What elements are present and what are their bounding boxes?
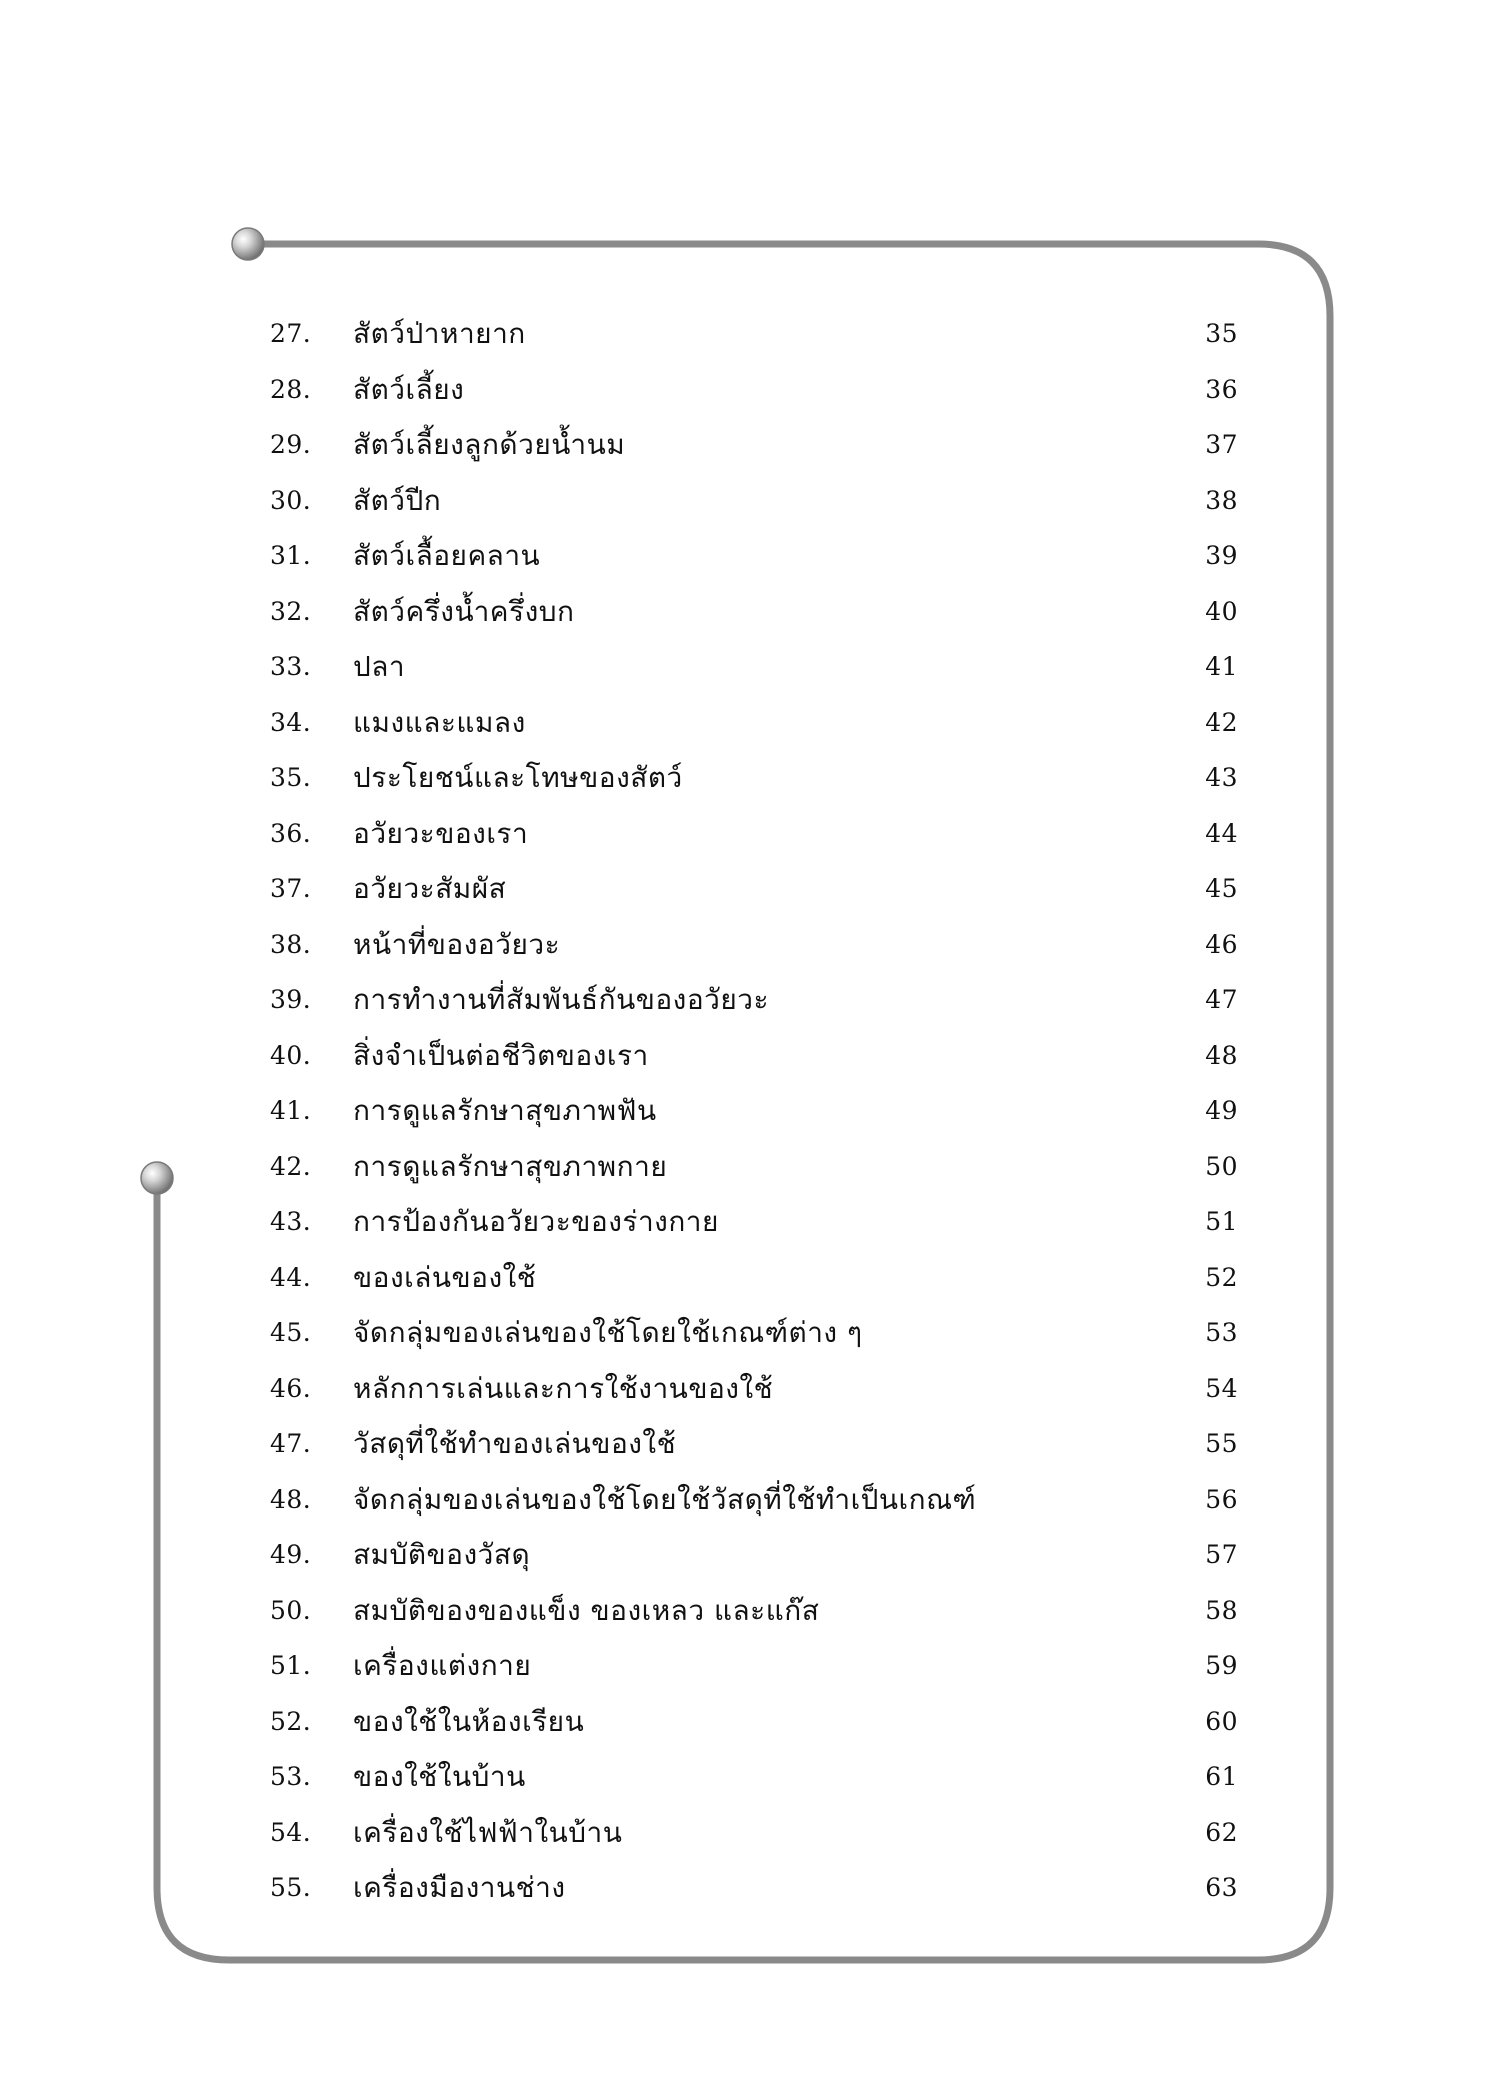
toc-entry	[270, 1749, 1238, 1805]
toc-entry-title: การทำงานที่สัมพันธ์กันของอวัยวะ	[353, 983, 770, 1016]
toc-entry-number: 48.	[270, 1484, 312, 1514]
toc-entry	[270, 306, 1238, 362]
toc-entry-page: 63	[1205, 1873, 1238, 1902]
toc-entry-page: 39	[1205, 541, 1238, 570]
toc-entry-title: ของเล่นของใช้	[353, 1260, 537, 1294]
toc-entry-title: จัดกลุ่มของเล่นของใช้โดยใช้เกณฑ์ต่าง ๆ	[353, 1316, 863, 1349]
toc-entry-number: 54.	[270, 1817, 312, 1847]
toc-entry	[270, 1028, 1238, 1084]
toc-entry-number: 49.	[270, 1540, 312, 1569]
toc-entry-number: 47.	[270, 1429, 312, 1458]
toc-entry-number: 43.	[270, 1207, 312, 1236]
toc-entry-page: 46	[1205, 929, 1238, 959]
toc-entry-number: 30.	[270, 485, 312, 515]
toc-entry-number: 42.	[270, 1151, 312, 1181]
toc-entry-number: 38.	[270, 929, 312, 959]
toc-entry	[270, 417, 1238, 473]
toc-entry-number: 44.	[270, 1262, 312, 1292]
toc-entry-number: 53.	[270, 1762, 312, 1791]
toc-entry-page: 53	[1205, 1318, 1238, 1347]
toc-entry	[270, 695, 1238, 751]
toc-entry	[270, 750, 1238, 806]
toc-entry-page: 52	[1205, 1262, 1238, 1292]
toc-entry-number: 27.	[270, 319, 312, 348]
toc-entry-page: 57	[1205, 1540, 1238, 1569]
toc-entry	[270, 584, 1238, 640]
toc-entry-page: 60	[1205, 1706, 1238, 1736]
toc-entry-title: เครื่องมืองานช่าง	[353, 1871, 566, 1904]
toc-entry-title: สัตว์ครึ่งน้ำครึ่งบก	[353, 594, 575, 628]
toc-entry-number: 52.	[270, 1706, 312, 1736]
toc-entry-page: 55	[1205, 1429, 1238, 1458]
toc-entry-page: 47	[1205, 985, 1238, 1014]
decorative-ball-left-icon	[141, 1162, 173, 1194]
toc-entry-page: 56	[1205, 1484, 1238, 1514]
toc-entry-title: สัตว์ป่าหายาก	[353, 317, 526, 350]
toc-entry-title: แมงและแมลง	[353, 705, 526, 739]
toc-entry	[270, 1139, 1238, 1195]
toc-entry	[270, 1694, 1238, 1750]
toc-entry	[270, 1083, 1238, 1139]
toc-entry-page: 48	[1205, 1040, 1238, 1070]
toc-entry-number: 34.	[270, 707, 312, 737]
toc-entry-title: สัตว์ปีก	[353, 483, 442, 517]
toc-entry-title: สัตว์เลื้อยคลาน	[353, 539, 541, 572]
toc-entry-number: 51.	[270, 1651, 312, 1680]
toc-entry-page: 35	[1205, 319, 1238, 348]
toc-entry-page: 38	[1205, 485, 1238, 515]
toc-entry	[270, 528, 1238, 584]
toc-entry-page: 40	[1205, 596, 1238, 626]
toc-entry-title: สัตว์เลี้ยง	[353, 372, 465, 406]
toc-entry	[270, 806, 1238, 862]
toc-entry-number: 36.	[270, 818, 312, 848]
toc-entry-number: 28.	[270, 374, 312, 404]
toc-entry-title: สัตว์เลี้ยงลูกด้วยน้ำนม	[353, 428, 626, 461]
toc-entry	[270, 1416, 1238, 1472]
toc-entry-number: 41.	[270, 1096, 312, 1125]
toc-entry	[270, 861, 1238, 917]
toc-entry-title: เครื่องใช้ไฟฟ้าในบ้าน	[353, 1815, 623, 1849]
toc-entry-title: ประโยชน์และโทษของสัตว์	[353, 761, 683, 794]
toc-entry	[270, 1527, 1238, 1583]
toc-entry	[270, 972, 1238, 1028]
toc-entry-page: 45	[1205, 874, 1238, 903]
toc-entry-title: สมบัติของวัสดุ	[353, 1538, 531, 1571]
toc-entry	[270, 1805, 1238, 1861]
toc-entry-title: สมบัติของของแข็ง ของเหลว และแก๊ส	[353, 1593, 820, 1627]
toc-entry-title: อวัยวะของเรา	[353, 816, 529, 850]
toc-entry-page: 50	[1205, 1151, 1238, 1181]
toc-entry-page: 49	[1205, 1096, 1238, 1125]
toc-entry-title: ปลา	[353, 650, 406, 683]
toc-entry-title: ของใช้ในบ้าน	[353, 1760, 526, 1793]
toc-entry-page: 54	[1205, 1373, 1238, 1403]
toc-entry	[270, 1361, 1238, 1417]
toc-entry-page: 51	[1205, 1207, 1238, 1236]
toc-entry-title: การดูแลรักษาสุขภาพฟัน	[353, 1094, 657, 1127]
toc-entry	[270, 362, 1238, 418]
toc-entry-number: 29.	[270, 430, 312, 459]
toc-entry-title: หน้าที่ของอวัยวะ	[353, 927, 561, 961]
toc-entry	[270, 1638, 1238, 1694]
toc-entry-page: 44	[1205, 818, 1238, 848]
toc-entry-title: เครื่องแต่งกาย	[353, 1649, 532, 1682]
toc-entry-page: 59	[1205, 1651, 1238, 1680]
toc-entry-page: 58	[1205, 1595, 1238, 1625]
toc-entry	[270, 1250, 1238, 1306]
toc-entry-number: 50.	[270, 1595, 312, 1625]
toc-entry-page: 41	[1205, 652, 1238, 681]
decorative-ball-top-icon	[232, 228, 264, 260]
toc-entry	[270, 1472, 1238, 1528]
toc-entry-page: 62	[1205, 1817, 1238, 1847]
toc-entry	[270, 1194, 1238, 1250]
toc-entry-number: 39.	[270, 985, 312, 1014]
toc-entry-title: วัสดุที่ใช้ทำของเล่นของใช้	[353, 1427, 677, 1460]
toc-entry-number: 40.	[270, 1040, 312, 1070]
toc-entry-number: 32.	[270, 596, 312, 626]
toc-entry	[270, 1860, 1238, 1916]
toc-entry-page: 37	[1205, 430, 1238, 459]
toc-entry-page: 61	[1205, 1762, 1238, 1791]
toc-entry-number: 45.	[270, 1318, 312, 1347]
toc-entry-number: 31.	[270, 541, 312, 570]
toc-entry	[270, 1583, 1238, 1639]
toc-entry-number: 33.	[270, 652, 312, 681]
toc-entry-page: 43	[1205, 763, 1238, 792]
toc-entry-number: 55.	[270, 1873, 312, 1902]
toc-entry-title: การป้องกันอวัยวะของร่างกาย	[353, 1205, 719, 1238]
toc-entry	[270, 639, 1238, 695]
toc-entry-page: 42	[1205, 707, 1238, 737]
toc-entry-title: หลักการเล่นและการใช้งานของใช้	[353, 1371, 774, 1405]
toc-entry-title: ของใช้ในห้องเรียน	[353, 1704, 585, 1738]
toc-entry-number: 46.	[270, 1373, 312, 1403]
toc-entry-title: อวัยวะสัมผัส	[353, 872, 507, 905]
toc-entry-title: สิ่งจำเป็นต่อชีวิตของเรา	[353, 1038, 649, 1072]
table-of-contents	[270, 306, 1238, 1916]
toc-entry	[270, 473, 1238, 529]
toc-entry	[270, 1305, 1238, 1361]
toc-entry-number: 35.	[270, 763, 312, 792]
toc-entry-page: 36	[1205, 374, 1238, 404]
toc-entry-number: 37.	[270, 874, 312, 903]
toc-entry	[270, 917, 1238, 973]
toc-entry-title: จัดกลุ่มของเล่นของใช้โดยใช้วัสดุที่ใช้ทำเป็นเกณฑ์	[353, 1482, 977, 1516]
toc-entry-title: การดูแลรักษาสุขภาพกาย	[353, 1149, 668, 1183]
